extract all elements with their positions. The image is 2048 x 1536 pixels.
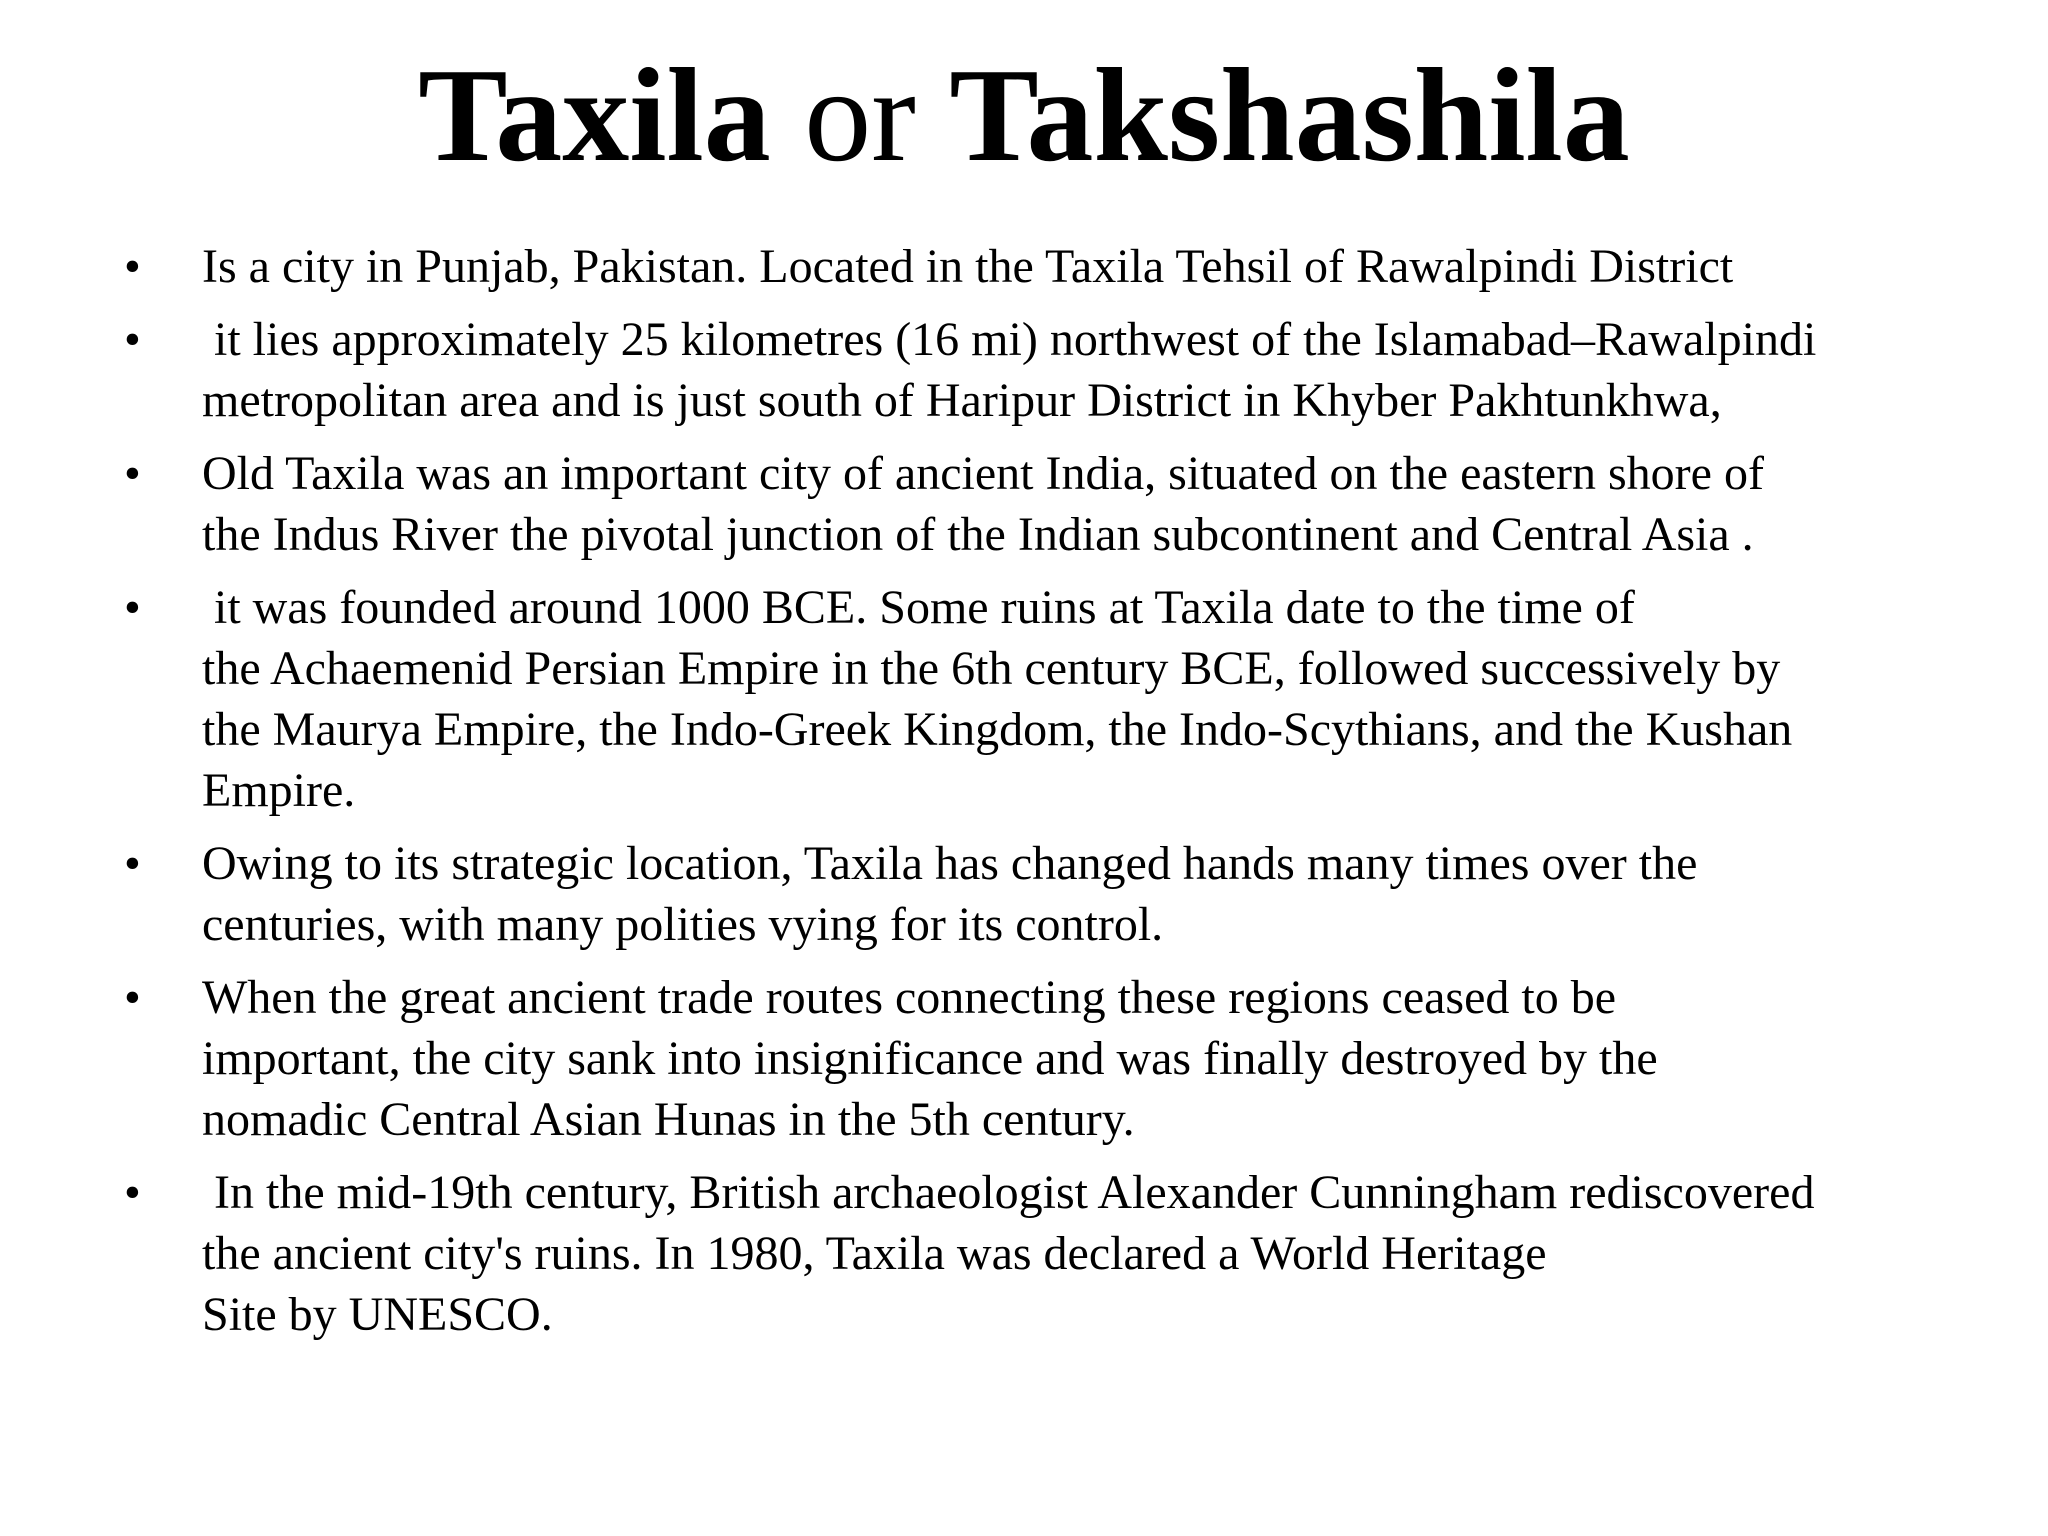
bullet-item (124, 577, 1954, 821)
bullet-dot-icon: • (124, 581, 141, 634)
bullet-line: the Achaemenid Persian Empire in the 6th century BCE, followed successively by (202, 642, 1781, 695)
bullet-dot-icon: • (124, 313, 141, 366)
bullet-dot-icon: • (124, 837, 141, 890)
bullet-dot-icon: • (124, 447, 141, 500)
bullet-line: Empire. (202, 764, 356, 817)
bullet-line: it was founded around 1000 BCE. Some ruins at Taxila date to the time of (202, 581, 1635, 634)
bullet-line: centuries, with many polities vying for its control. (202, 898, 1164, 951)
bullet-item (124, 833, 1954, 955)
bullet-item (124, 967, 1954, 1150)
bullet-line: metropolitan area and is just south of Haripur District in Khyber Pakhtunkhwa, (202, 374, 1722, 427)
bullet-item (124, 309, 1954, 431)
bullet-list (124, 236, 1954, 1357)
bullet-line: the Maurya Empire, the Indo-Greek Kingdom, the Indo-Scythians, and the Kushan (202, 703, 1793, 756)
bullet-item (124, 1162, 1954, 1345)
bullet-line: Is a city in Punjab, Pakistan. Located in the Taxila Tehsil of Rawalpindi District (202, 240, 1734, 293)
bullet-dot-icon: • (124, 1166, 141, 1219)
bullet-line: In the mid-19th century, British archaeologist Alexander Cunningham rediscovered (202, 1166, 1815, 1219)
title-takshashila: Takshashila (949, 41, 1630, 189)
bullet-item (124, 443, 1954, 565)
bullet-line: the ancient city's ruins. In 1980, Taxila was declared a World Heritage (202, 1227, 1547, 1280)
slide-title (0, 38, 2048, 192)
bullet-line: Site by UNESCO. (202, 1288, 553, 1341)
bullet-line: the Indus River the pivotal junction of the Indian subcontinent and Central Asia . (202, 508, 1754, 561)
bullet-item (124, 236, 1954, 297)
bullet-line: Owing to its strategic location, Taxila has changed hands many times over the (202, 837, 1698, 890)
bullet-line: Old Taxila was an important city of ancient India, situated on the eastern shore of (202, 447, 1764, 500)
bullet-line: nomadic Central Asian Hunas in the 5th century. (202, 1093, 1135, 1146)
title-or: or (804, 41, 916, 189)
bullet-line: it lies approximately 25 kilometres (16 mi) northwest of the Islamabad–Rawalpindi (202, 313, 1817, 366)
bullet-line: important, the city sank into insignificance and was finally destroyed by the (202, 1032, 1658, 1085)
title-taxila: Taxila (418, 41, 771, 189)
bullet-dot-icon: • (124, 971, 141, 1024)
bullet-dot-icon: • (124, 240, 141, 293)
bullet-line: When the great ancient trade routes connecting these regions ceased to be (202, 971, 1617, 1024)
